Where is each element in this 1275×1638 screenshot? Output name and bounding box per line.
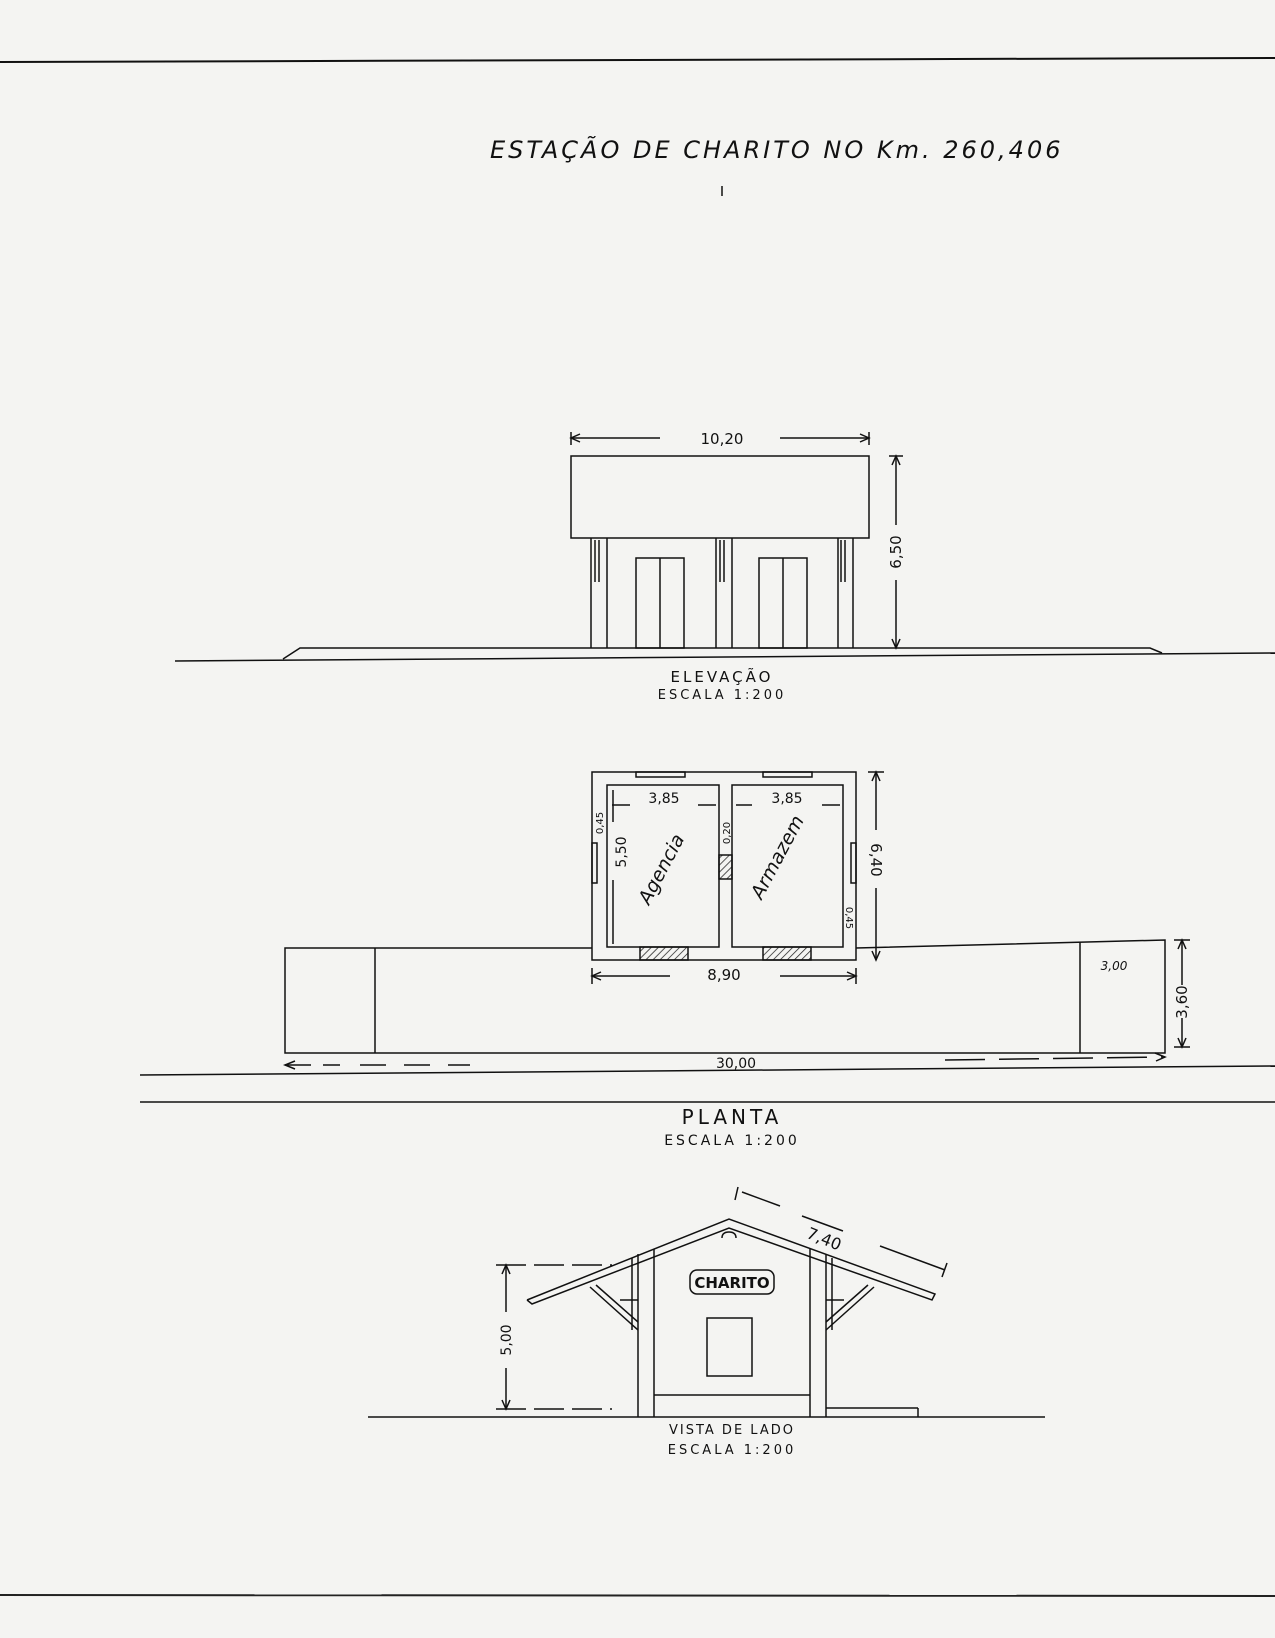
side-view-window: [707, 1318, 752, 1376]
plan-wall-right-dim: 0,45: [843, 906, 854, 930]
plan-room-left-width-dim: 3,85: [648, 791, 680, 807]
bottom-border-line: [0, 1595, 1275, 1596]
elevation-drawing: [175, 432, 1275, 661]
elevation-width-dim: 10,20: [700, 430, 744, 448]
elevation-ground: [175, 653, 1275, 661]
plan-wall-left-dim: 0,45: [595, 811, 606, 835]
elevation-height-dim: 6,50: [887, 535, 905, 569]
plan-room-depth-dim: 5,50: [614, 836, 630, 868]
side-view-drawing: [368, 1187, 1045, 1417]
plan-drawing: [140, 772, 1275, 1102]
elevation-roof: [571, 456, 869, 538]
plan-track-line-1: [140, 1066, 1275, 1075]
top-border-line: [0, 58, 1275, 62]
elevation-caption: ELEVAÇÃO: [670, 668, 774, 686]
plan-platform-end-note: 3,00: [1100, 959, 1128, 973]
side-view-scale: ESCALA 1:200: [667, 1443, 797, 1458]
plan-platform: [285, 940, 1165, 1053]
plan-building-depth-dim: 6,40: [867, 843, 885, 877]
plan-scale: ESCALA 1:200: [664, 1133, 800, 1149]
plan-building-width-dim: 8,90: [707, 966, 741, 984]
side-view-height-dim: 5,00: [499, 1324, 515, 1356]
plan-room-right: [732, 785, 843, 947]
plan-platform-depth-dim: 3,60: [1173, 985, 1191, 1019]
page-title: ESTAÇÃO DE CHARITO NO Km. 260,406: [490, 136, 1064, 164]
elevation-scale: ESCALA 1:200: [657, 688, 787, 703]
plan-room-left-label: Agencia: [634, 830, 690, 908]
plan-wall-mid-dim: 0,20: [722, 821, 733, 845]
plan-platform-length-dim: 30,00: [715, 1056, 757, 1072]
plan-room-right-width-dim: 3,85: [771, 791, 803, 807]
side-view-sign-text: CHARITO: [694, 1274, 770, 1292]
side-view-caption: VISTA DE LADO: [669, 1423, 795, 1438]
side-view-roof-dim: 7,40: [803, 1223, 845, 1255]
plan-caption: PLANTA: [681, 1105, 783, 1129]
plan-room-right-label: Armazem: [746, 811, 809, 903]
